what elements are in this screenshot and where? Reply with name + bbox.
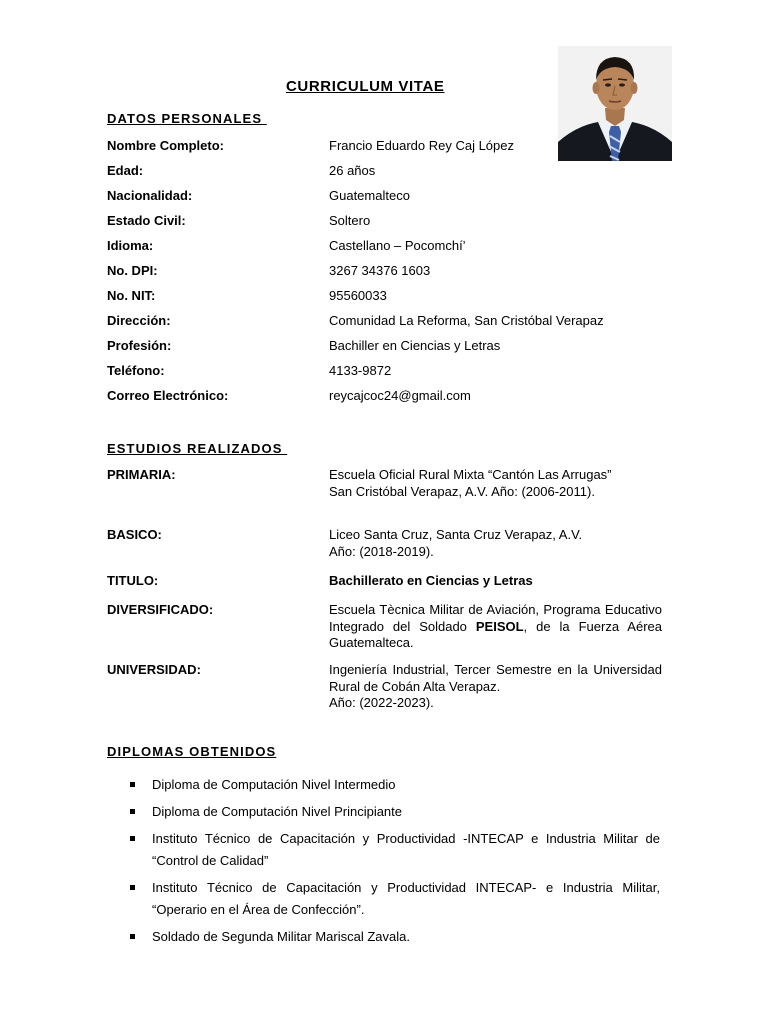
square-bullet-icon (130, 934, 135, 939)
field-label: Idioma: (107, 238, 154, 253)
square-bullet-icon (130, 836, 135, 841)
field-value: 95560033 (329, 288, 387, 303)
field-label: Correo Electrónico: (107, 388, 229, 403)
square-bullet-icon (130, 809, 135, 814)
field-value: Comunidad La Reforma, San Cristóbal Verapaz (329, 313, 604, 328)
study-label: BASICO: (107, 527, 162, 542)
study-value: Bachillerato en Ciencias y Letras (329, 573, 533, 588)
study-line: San Cristóbal Verapaz, A.V. Año: (2006-2011). (329, 483, 595, 499)
study-label: DIVERSIFICADO: (107, 602, 214, 617)
study-value (329, 602, 662, 652)
study-label: TITULO: (107, 573, 159, 588)
field-label: No. NIT: (107, 288, 156, 303)
study-line: Escuela Oficial Rural Mixta “Cantón Las Arrugas” (329, 467, 612, 482)
field-value: Guatemalteco (329, 188, 410, 203)
list-item: Soldado de Segunda Militar Mariscal Zavala. (130, 926, 660, 948)
square-bullet-icon (130, 782, 135, 787)
list-item: Diploma de Computación Nivel Principiante (130, 801, 660, 823)
section-heading-diplomas: DIPLOMAS OBTENIDOS (107, 744, 277, 759)
study-line: Año: (2022-2023). (329, 695, 434, 710)
list-item: Instituto Técnico de Capacitación y Productividad -INTECAP e Industria Militar de “Control de Calidad” (130, 828, 660, 872)
field-label: Nombre Completo: (107, 138, 224, 153)
field-label: No. DPI: (107, 263, 158, 278)
list-item: Instituto Técnico de Capacitación y Productividad INTECAP- e Industria Militar, “Operario en el Área de Confección”. (130, 877, 660, 921)
study-label: UNIVERSIDAD: (107, 662, 201, 677)
field-value: Soltero (329, 213, 371, 228)
field-value: Francio Eduardo Rey Caj López (329, 138, 514, 153)
field-label: Edad: (107, 163, 144, 178)
field-value: reycajcoc24@gmail.com (329, 388, 471, 403)
field-label: Nacionalidad: (107, 188, 193, 203)
diplomas-list (130, 774, 660, 953)
field-value: Bachiller en Ciencias y Letras (329, 338, 501, 353)
square-bullet-icon (130, 885, 135, 890)
study-line: Liceo Santa Cruz, Santa Cruz Verapaz, A.V. (329, 527, 583, 542)
field-value: 3267 34376 1603 (329, 263, 431, 278)
study-text-bold: PEISOL (475, 618, 524, 634)
list-item: Diploma de Computación Nivel Intermedio (130, 774, 660, 796)
study-line: Año: (2018-2019). (329, 543, 434, 559)
study-value (329, 662, 662, 712)
field-value: 4133-9872 (329, 363, 392, 378)
study-value (329, 467, 662, 500)
field-label: Teléfono: (107, 363, 165, 378)
field-label: Profesión: (107, 338, 172, 353)
field-value: Castellano – Pocomchí’ (329, 238, 466, 253)
study-label: PRIMARIA: (107, 467, 176, 482)
study-value (329, 527, 662, 560)
field-label: Estado Civil: (107, 213, 186, 228)
section-heading-personal: DATOS PERSONALES (107, 111, 267, 126)
document-title: CURRICULUM VITAE (286, 78, 445, 95)
section-heading-studies: ESTUDIOS REALIZADOS (107, 441, 288, 456)
field-label: Dirección: (107, 313, 171, 328)
study-text: , de la Fuerza Aérea Guatemalteca. (329, 618, 662, 650)
study-text: Ingeniería Industrial, Tercer Semestre en la Universidad Rural de Cobán Alta Verapaz. (329, 662, 662, 694)
study-text: Escuela Tècnica Militar de Aviación, Programa Educativo Integrado del Soldado (329, 602, 662, 634)
field-value: 26 años (329, 163, 376, 178)
